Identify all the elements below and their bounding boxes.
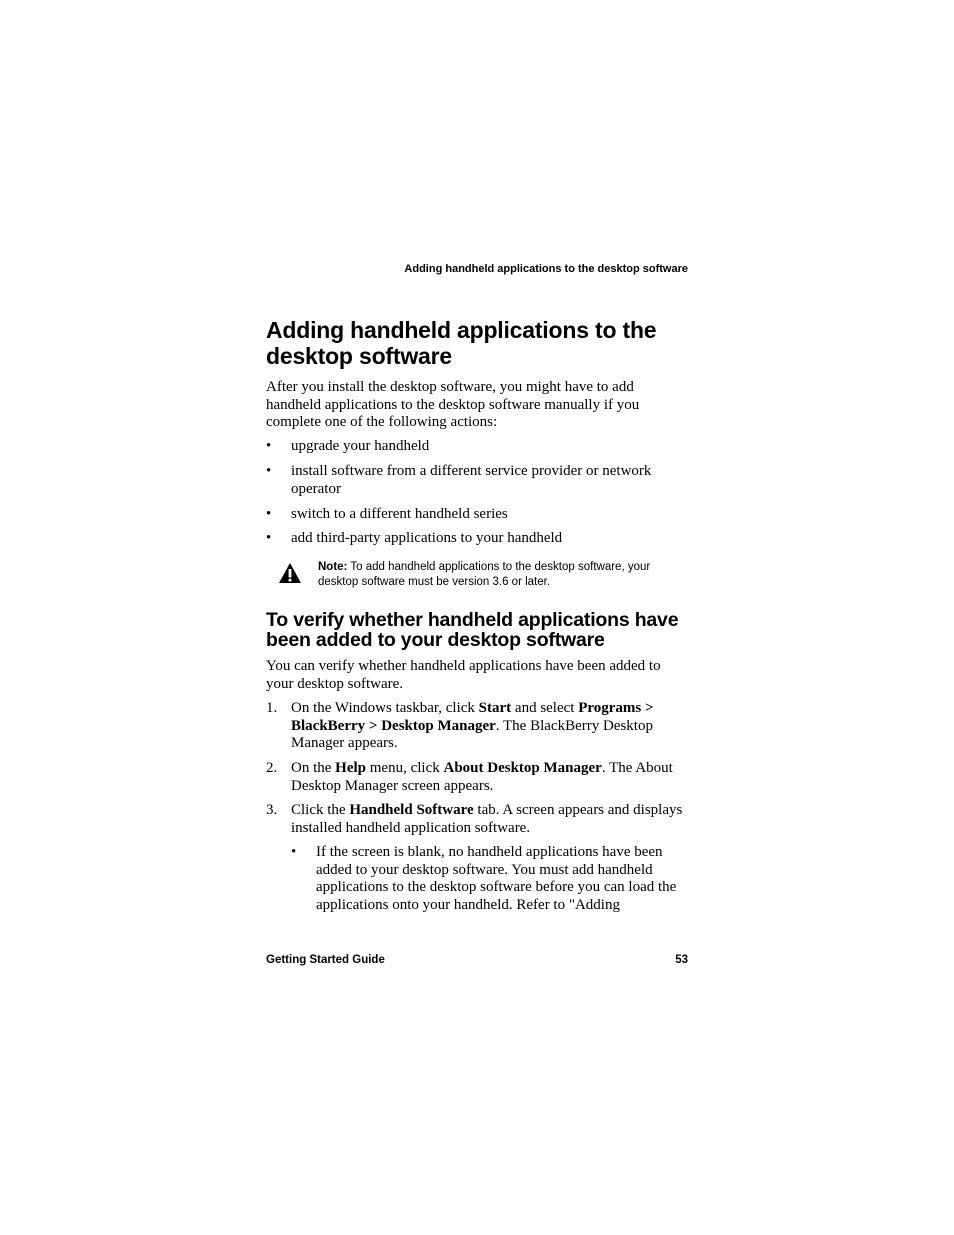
intro-paragraph: After you install the desktop software, you might have to add handheld applications to the desktop software manually if you complete one of the following actions: <box>266 379 640 430</box>
note-label: Note: <box>318 561 348 573</box>
running-header: Adding handheld applications to the desktop software <box>404 263 688 275</box>
footer-guide-title: Getting Started Guide <box>266 954 385 966</box>
warning-triangle-icon <box>278 562 302 584</box>
step-text: Click the Handheld Software tab. A screen appears and displays installed handheld application software. <box>291 802 683 836</box>
step-number: 2. <box>266 760 278 776</box>
verify-intro-paragraph: You can verify whether handheld applications have been added to your desktop software. <box>266 658 661 692</box>
bullet-mark: • <box>266 438 272 454</box>
footer-page-number: 53 <box>675 954 688 966</box>
bullet-text: add third-party applications to your handheld <box>291 530 563 546</box>
step-text: On the Help menu, click About Desktop Manager. The About Desktop Manager screen appears. <box>291 760 673 794</box>
bullet-mark: • <box>266 463 272 479</box>
step-number: 1. <box>266 700 278 716</box>
section-heading-adding-apps: Adding handheld applications to the desktop software <box>266 317 657 369</box>
note-callout <box>266 560 688 596</box>
step-number: 3. <box>266 802 278 818</box>
step-text: On the Windows taskbar, click Start and select Programs > BlackBerry > Desktop Manager. The BlackBerry Desktop Manager appears. <box>291 700 654 751</box>
note-body: To add handheld applications to the desktop software, your desktop software must be version 3.6 or later. <box>318 561 651 588</box>
bullet-text: switch to a different handheld series <box>291 506 508 522</box>
section-heading-verify: To verify whether handheld applications have been added to your desktop software <box>266 609 679 651</box>
bullet-mark: • <box>266 530 272 546</box>
bullet-text: upgrade your handheld <box>291 438 430 454</box>
note-text <box>318 560 688 589</box>
sub-bullet-text: If the screen is blank, no handheld applications have been added to your desktop software. You must add handheld applications to the desktop software before you can load the applications onto your handheld. Refer to "Adding <box>316 844 677 913</box>
bullet-mark: • <box>291 844 297 860</box>
document-page <box>266 0 688 1235</box>
bullet-mark: • <box>266 506 272 522</box>
bullet-text: install software from a different service provider or network operator <box>291 463 652 497</box>
